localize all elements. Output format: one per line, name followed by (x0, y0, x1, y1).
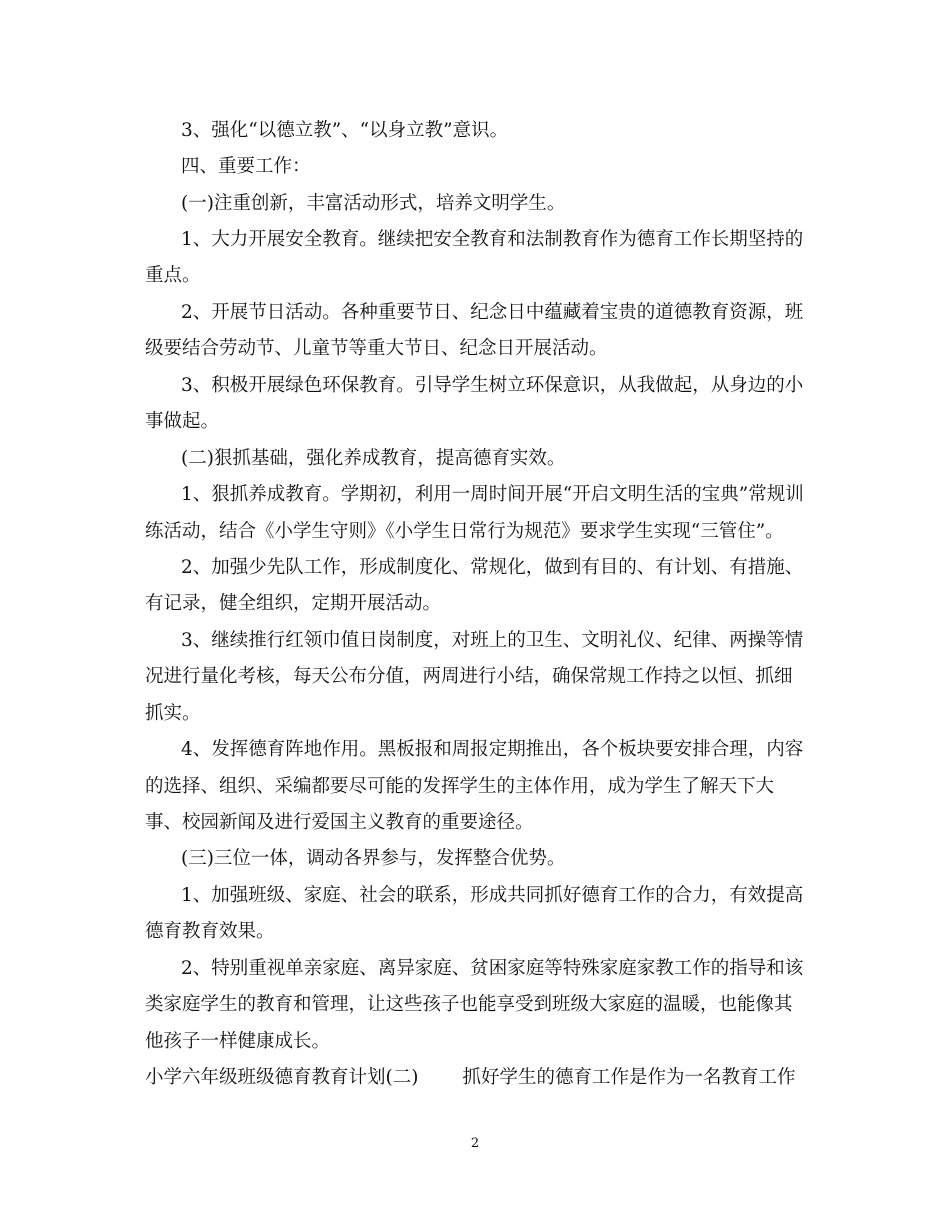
document-title: 小学六年级班级德育教育计划(二) (145, 1067, 419, 1088)
subsection-heading: (二)狠抓基础，强化养成教育，提高德育实效。 (181, 448, 566, 469)
paragraph-line: 4、发挥德育阵地作用。黑板报和周报定期推出，各个板块要安排合理，内容 (181, 739, 804, 760)
paragraph-line: 1、狠抓养成教育。学期初，利用一周时间开展“开启文明生活的宝典”常规训 (181, 484, 804, 505)
paragraph-line: 3、继续推行红领巾值日岗制度，对班上的卫生、文明礼仪、纪律、两操等情 (181, 630, 804, 651)
paragraph-line: 2、特别重视单亲家庭、离异家庭、贫困家庭等特殊家庭家教工作的指导和该 (181, 958, 804, 979)
paragraph-line: 他孩子一样健康成长。 (145, 1031, 331, 1052)
section-heading: 四、重要工作： (181, 156, 311, 177)
paragraph-line: 况进行量化考核，每天公布分值，两周进行小结，确保常规工作持之以恒、抓细 (145, 666, 793, 687)
paragraph-line: 事、校园新闻及进行爱国主义教育的重要途径。 (145, 812, 534, 833)
paragraph-line: 德育教育效果。 (145, 921, 275, 942)
paragraph-line: 1、加强班级、家庭、社会的联系，形成共同抓好德育工作的合力，有效提高 (181, 885, 804, 906)
paragraph-line: 的选择、组织、采编都要尽可能的发挥学生的主体作用，成为学生了解天下大 (145, 776, 775, 797)
paragraph-line: 3、强化“以德立教”、“以身立教”意识。 (181, 120, 509, 141)
subsection-heading: (一)注重创新，丰富活动形式，培养文明学生。 (181, 193, 566, 214)
paragraph-line: 重点。 (145, 265, 201, 286)
paragraph-line: 3、积极开展绿色环保教育。引导学生树立环保意识，从我做起，从身边的小 (181, 375, 804, 396)
intro-text: 抓好学生的德育工作是作为一名教育工作 (462, 1067, 796, 1088)
paragraph-line: 类家庭学生的教育和管理，让这些孩子也能享受到班级大家庭的温暖，也能像其 (145, 994, 793, 1015)
paragraph-line: 有记录，健全组织，定期开展活动。 (145, 593, 442, 614)
paragraph-line: 1、大力开展安全教育。继续把安全教育和法制教育作为德育工作长期坚持的 (181, 229, 804, 250)
paragraph-line: 抓实。 (145, 703, 201, 724)
paragraph-line: 2、开展节日活动。各种重要节日、纪念日中蕴藏着宝贵的道德教育资源，班 (181, 302, 804, 323)
page-number: 2 (470, 1136, 480, 1151)
subsection-heading: (三)三位一体，调动各界参与，发挥整合优势。 (181, 848, 566, 869)
paragraph-line: 练活动，结合《小学生守则》《小学生日常行为规范》要求学生实现“三管住”。 (145, 521, 784, 542)
final-line (145, 1066, 795, 1090)
paragraph-line: 2、加强少先队工作，形成制度化、常规化，做到有目的、有计划、有措施、 (181, 557, 804, 578)
paragraph-line: 事做起。 (145, 411, 220, 432)
paragraph-line: 级要结合劳动节、儿童节等重大节日、纪念日开展活动。 (145, 338, 608, 359)
